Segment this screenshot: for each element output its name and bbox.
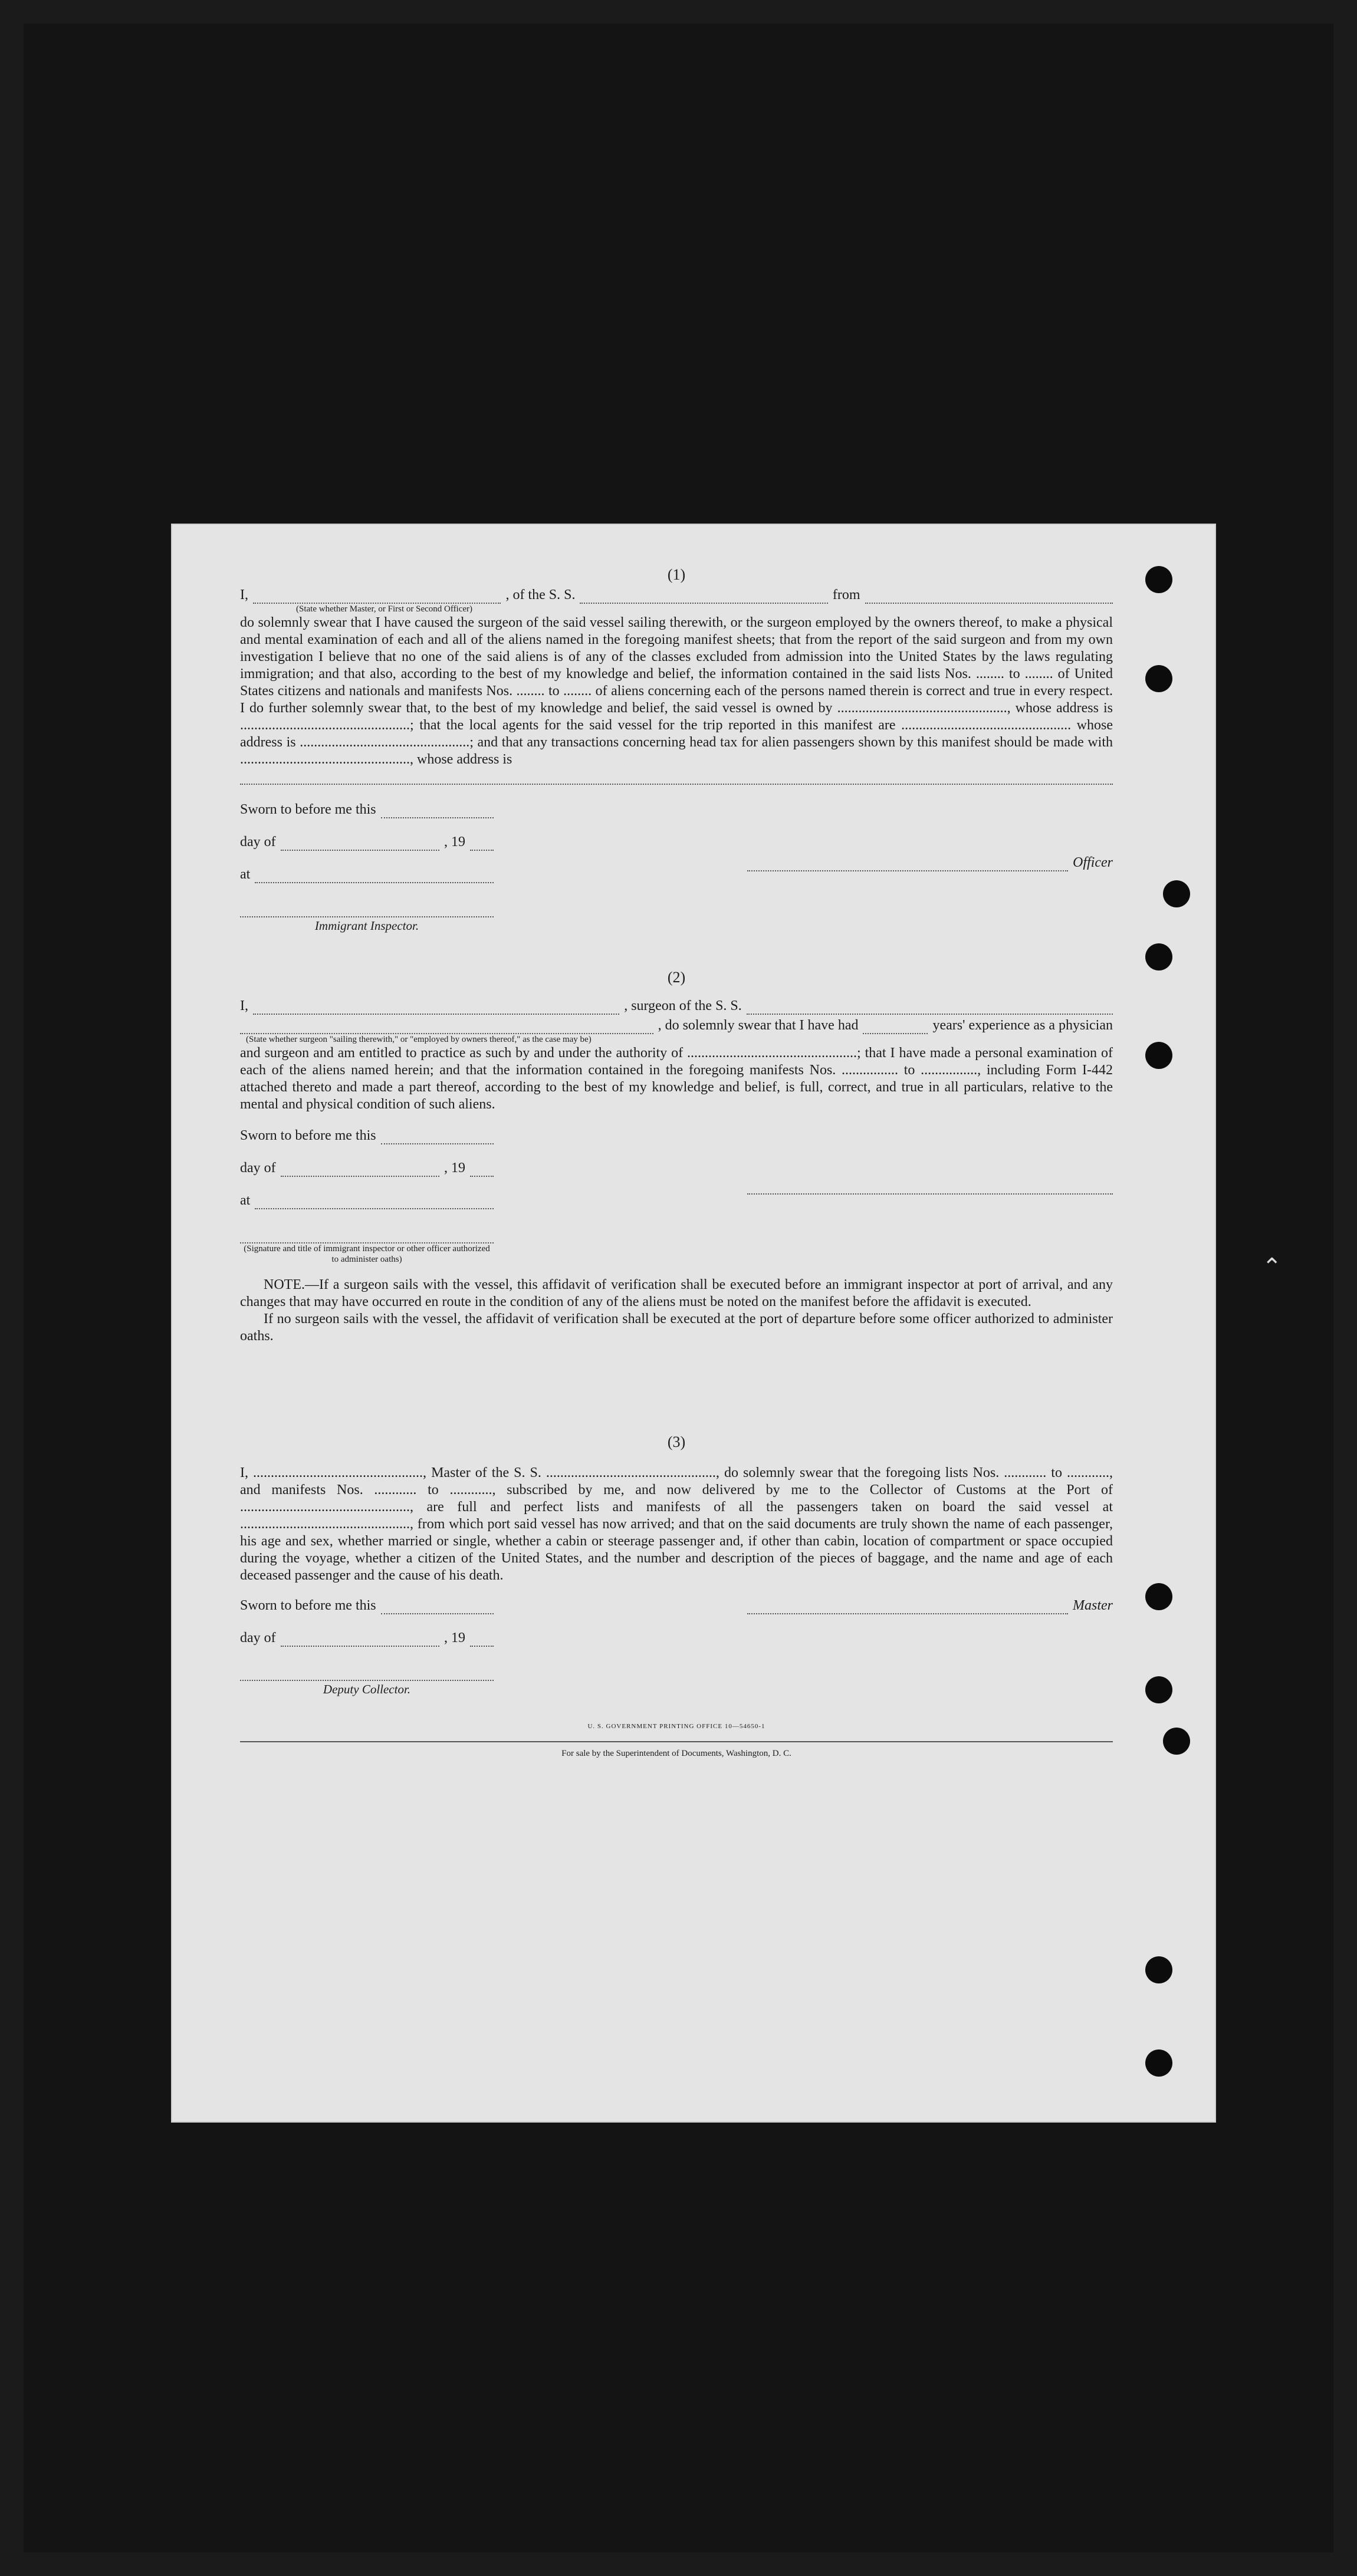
- sworn-label: Sworn to before me this: [240, 1598, 376, 1613]
- section-2: [240, 969, 1113, 1345]
- head-tax-address-field[interactable]: [240, 771, 1113, 785]
- oath-paragraph: do solemnly swear that I have caused the surgeon of the said vessel sailing therewith, or the surgeon employed by the owners thereof, to make a physical and mental examination of each and all of the aliens named in the foregoing manifest sheets; that from the report of the said surgeon and from my own investigation I believe that no one of the said aliens is of any of the classes excluded from admission into the United States by the laws regulating immigration; and that also, according to the best of my knowledge and belief, the information contained in the said lists Nos. ........ to ........ of United States citizens and nationals and manifests Nos. ........ to ........ of aliens concerning each of the persons named therein is correct and true in every respect. I do further solemnly swear that, to the best of my knowledge and belief, the said vessel is owned by ................................................, whose address is ................................................; that the local agents for the said vessel for the trip reported in this manifest are ................................................ whose address is ................................................; and that any transactions concerning head tax for alien passengers shown by this manifest should be made with ................................................, whose address is: [240, 615, 1113, 767]
- pronoun-label: I,: [240, 998, 248, 1014]
- day-of-label: day of: [240, 834, 276, 850]
- year-field[interactable]: [470, 1163, 494, 1177]
- officer-name-field[interactable]: [253, 590, 501, 604]
- binder-hole: [1145, 1676, 1172, 1703]
- vessel-name-field[interactable]: [580, 590, 827, 604]
- year-label: , 19: [444, 1630, 465, 1646]
- binder-hole: [1145, 1583, 1172, 1610]
- place-field[interactable]: [255, 1195, 494, 1209]
- surgeon-name-field[interactable]: [253, 1001, 619, 1015]
- swear-label: , do solemnly swear that I have had: [658, 1018, 859, 1033]
- binder-hole: [1145, 1956, 1172, 1983]
- departure-port-field[interactable]: [865, 590, 1113, 604]
- sworn-day-field[interactable]: [381, 804, 494, 818]
- signature-caption: (Signature and title of immigrant inspector or other officer authorized to administer oaths): [244, 1244, 490, 1264]
- years-label: years' experience as a physician: [932, 1018, 1113, 1033]
- vessel-label: , of the S. S.: [505, 587, 576, 603]
- deputy-caption: Deputy Collector.: [323, 1682, 411, 1696]
- binder-hole: [1145, 943, 1172, 970]
- surgeon-vessel-label: , surgeon of the S. S.: [624, 998, 742, 1014]
- section-1: [240, 566, 1113, 935]
- master-oath-paragraph: I, ................................................, Master of the S. S. ................................................, do solemnly swear that the foregoing lists Nos. ............ to ............, and manifests Nos. ............ to ............, subscribed by me, and now delivered by me to the Collector of Customs at the Port of ................................................, are full and perfect lists and manifests of all the passengers taken on board the said vessel at ................................................, from which port said vessel has now arrived; and that on the said documents are truly shown the name of each passenger, his age and sex, whether married or single, whether a cabin or steerage passenger and, if other than cabin, location of compartment or space occupied during the voyage, whether a citizen of the United States, and the number and description of the pieces of baggage, and the name and age of each deceased passenger and the cause of his death.: [240, 1465, 1113, 1583]
- officer-label: Officer: [1073, 855, 1113, 870]
- year-label: , 19: [444, 1160, 465, 1176]
- binder-hole: [1145, 566, 1172, 593]
- binder-hole: [1163, 880, 1190, 907]
- month-field[interactable]: [281, 837, 439, 851]
- officer-signature-field[interactable]: [747, 857, 1068, 871]
- surgeon-vessel-field[interactable]: [747, 1001, 1113, 1015]
- printing-office: U. S. GOVERNMENT PRINTING OFFICE 10—54650-1: [587, 1723, 765, 1730]
- sworn-day-field[interactable]: [381, 1600, 494, 1614]
- at-label: at: [240, 867, 251, 882]
- sworn-day-field[interactable]: [381, 1130, 494, 1144]
- master-signature-field[interactable]: [747, 1600, 1068, 1614]
- section-number: (3): [667, 1433, 686, 1450]
- binder-hole: [1145, 2049, 1172, 2077]
- sworn-label: Sworn to before me this: [240, 802, 376, 817]
- pronoun-label: I,: [240, 587, 248, 603]
- scan-artifact: ⌃: [1262, 1254, 1282, 1280]
- years-field[interactable]: [863, 1020, 928, 1034]
- binder-hole: [1145, 665, 1172, 692]
- officer-signature-field[interactable]: [240, 1229, 494, 1243]
- year-field[interactable]: [470, 1633, 494, 1647]
- day-of-label: day of: [240, 1160, 276, 1176]
- section-number: (2): [667, 969, 686, 986]
- surgeon-oath-paragraph: and surgeon and am entitled to practice as such by and under the authority of ................................................; that I have made a personal examination of each of the aliens named herein; and that the information contained in the foregoing manifests Nos. ................ to ................, including Form I-442 attached thereto and made a part thereof, according to the best of my knowledge and belief, is full, correct, and true in all particulars, relative to the mental and physical condition of such aliens.: [240, 1045, 1113, 1112]
- sworn-label: Sworn to before me this: [240, 1128, 376, 1143]
- note-surgeon-sails: NOTE.—If a surgeon sails with the vessel, this affidavit of verification shall be executed before an immigrant inspector at port of arrival, and any changes that may have occurred en route in the condition of any of the aliens must be noted on the manifest before the affidavit is executed.: [240, 1277, 1113, 1310]
- binder-hole: [1163, 1728, 1190, 1755]
- footer-rule: [240, 1741, 1113, 1742]
- officer-caption: (State whether Master, or First or Second Officer): [296, 604, 473, 614]
- from-label: from: [832, 587, 860, 603]
- form-page: [172, 525, 1215, 2121]
- place-field[interactable]: [255, 869, 494, 883]
- inspector-caption: Immigrant Inspector.: [314, 919, 419, 933]
- at-label: at: [240, 1193, 251, 1208]
- section-3: [240, 1433, 1113, 1759]
- binder-hole: [1145, 1042, 1172, 1069]
- master-label: Master: [1073, 1598, 1113, 1613]
- surgeon-caption: (State whether surgeon "sailing therewith," or "employed by owners thereof," as the case may be): [246, 1035, 592, 1044]
- section-number: (1): [667, 566, 686, 583]
- day-of-label: day of: [240, 1630, 276, 1646]
- year-label: , 19: [444, 834, 465, 850]
- surgeon-signature-field[interactable]: [747, 1180, 1113, 1195]
- deputy-signature-field[interactable]: [240, 1667, 494, 1681]
- surgeon-status-field[interactable]: [240, 1020, 653, 1034]
- month-field[interactable]: [281, 1163, 439, 1177]
- month-field[interactable]: [281, 1633, 439, 1647]
- form-content: [240, 566, 1113, 1759]
- year-field[interactable]: [470, 837, 494, 851]
- note-no-surgeon: If no surgeon sails with the vessel, the affidavit of verification shall be executed at the port of departure before some officer authorized to administer oaths.: [240, 1311, 1113, 1344]
- sale-notice: For sale by the Superintendent of Documents, Washington, D. C.: [561, 1749, 791, 1758]
- inspector-signature-field[interactable]: [240, 903, 494, 917]
